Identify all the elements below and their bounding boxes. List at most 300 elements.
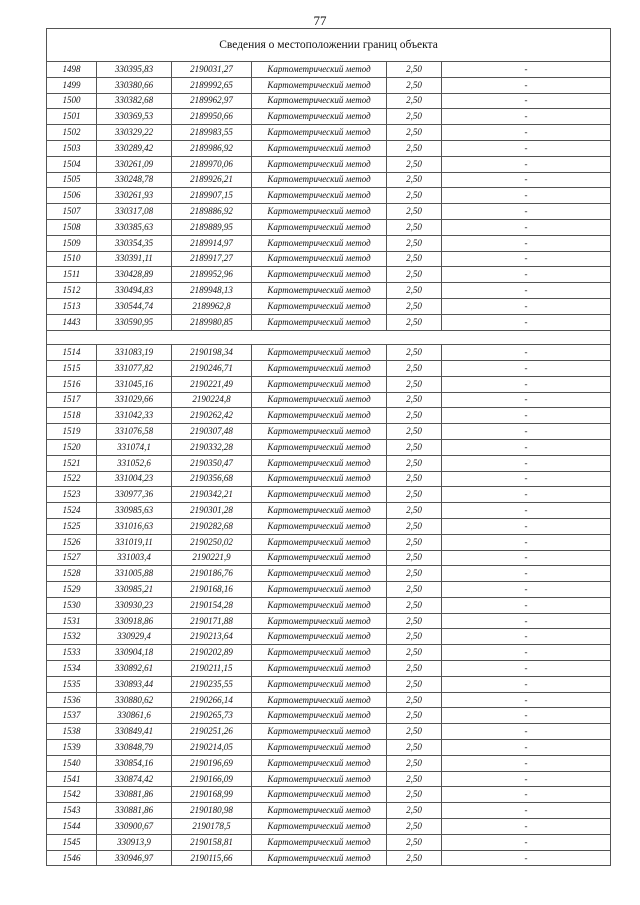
method-cell: Картометрический метод (252, 408, 387, 424)
point-number: 1545 (47, 834, 97, 850)
x-coordinate: 331074,1 (97, 439, 172, 455)
point-number: 1543 (47, 803, 97, 819)
y-coordinate: 2190301,28 (172, 503, 252, 519)
method-cell: Картометрический метод (252, 455, 387, 471)
accuracy-cell: 2,50 (387, 503, 442, 519)
description-cell: - (442, 156, 611, 172)
method-cell: Картометрический метод (252, 613, 387, 629)
method-cell: Картометрический метод (252, 219, 387, 235)
x-coordinate: 330248,78 (97, 172, 172, 188)
y-coordinate: 2189889,95 (172, 219, 252, 235)
point-number: 1510 (47, 251, 97, 267)
table-title-row (47, 29, 611, 62)
accuracy-cell: 2,50 (387, 125, 442, 141)
y-coordinate: 2190221,9 (172, 550, 252, 566)
y-coordinate: 2190198,34 (172, 345, 252, 361)
table-row (47, 345, 611, 361)
table-row (47, 188, 611, 204)
table-row (47, 645, 611, 661)
x-coordinate: 331005,88 (97, 566, 172, 582)
accuracy-cell: 2,50 (387, 755, 442, 771)
description-cell: - (442, 803, 611, 819)
point-number: 1518 (47, 408, 97, 424)
method-cell: Картометрический метод (252, 771, 387, 787)
y-coordinate: 2190224,8 (172, 392, 252, 408)
point-number: 1538 (47, 724, 97, 740)
point-number: 1532 (47, 629, 97, 645)
method-cell: Картометрический метод (252, 188, 387, 204)
method-cell: Картометрический метод (252, 755, 387, 771)
x-coordinate: 330329,22 (97, 125, 172, 141)
method-cell: Картометрический метод (252, 204, 387, 220)
method-cell: Картометрический метод (252, 392, 387, 408)
y-coordinate: 2190246,71 (172, 360, 252, 376)
point-number: 1529 (47, 582, 97, 598)
description-cell: - (442, 314, 611, 330)
table-row (47, 140, 611, 156)
y-coordinate: 2190266,14 (172, 692, 252, 708)
method-cell: Картометрический метод (252, 345, 387, 361)
method-cell: Картометрический метод (252, 93, 387, 109)
table-row (47, 439, 611, 455)
method-cell: Картометрический метод (252, 424, 387, 440)
y-coordinate: 2189962,8 (172, 298, 252, 314)
point-number: 1504 (47, 156, 97, 172)
description-cell: - (442, 661, 611, 677)
point-number: 1539 (47, 740, 97, 756)
x-coordinate: 330544,74 (97, 298, 172, 314)
description-cell: - (442, 597, 611, 613)
table-row (47, 455, 611, 471)
y-coordinate: 2190356,68 (172, 471, 252, 487)
x-coordinate: 331019,11 (97, 534, 172, 550)
x-coordinate: 331004,23 (97, 471, 172, 487)
description-cell: - (442, 834, 611, 850)
method-cell: Картометрический метод (252, 251, 387, 267)
table-row (47, 156, 611, 172)
method-cell: Картометрический метод (252, 283, 387, 299)
y-coordinate: 2189983,55 (172, 125, 252, 141)
x-coordinate: 330977,36 (97, 487, 172, 503)
table-row (47, 803, 611, 819)
group-separator-row (47, 330, 611, 345)
description-cell: - (442, 755, 611, 771)
point-number: 1507 (47, 204, 97, 220)
table-row (47, 487, 611, 503)
x-coordinate: 331016,63 (97, 518, 172, 534)
y-coordinate: 2189917,27 (172, 251, 252, 267)
method-cell: Картометрический метод (252, 235, 387, 251)
description-cell: - (442, 455, 611, 471)
method-cell: Картометрический метод (252, 172, 387, 188)
point-number: 1505 (47, 172, 97, 188)
accuracy-cell: 2,50 (387, 298, 442, 314)
description-cell: - (442, 645, 611, 661)
table-row (47, 298, 611, 314)
point-number: 1546 (47, 850, 97, 866)
y-coordinate: 2190196,69 (172, 755, 252, 771)
table-row (47, 755, 611, 771)
x-coordinate: 331077,82 (97, 360, 172, 376)
boundary-coordinates-table (46, 28, 611, 866)
table-row (47, 550, 611, 566)
x-coordinate: 330385,63 (97, 219, 172, 235)
table-row (47, 408, 611, 424)
y-coordinate: 2189980,85 (172, 314, 252, 330)
accuracy-cell: 2,50 (387, 283, 442, 299)
method-cell: Картометрический метод (252, 582, 387, 598)
point-number: 1527 (47, 550, 97, 566)
point-number: 1525 (47, 518, 97, 534)
table-row (47, 534, 611, 550)
point-number: 1528 (47, 566, 97, 582)
y-coordinate: 2190211,15 (172, 661, 252, 677)
point-number: 1517 (47, 392, 97, 408)
method-cell: Картометрический метод (252, 566, 387, 582)
y-coordinate: 2190350,47 (172, 455, 252, 471)
accuracy-cell: 2,50 (387, 692, 442, 708)
table-row (47, 692, 611, 708)
x-coordinate: 331042,33 (97, 408, 172, 424)
y-coordinate: 2190186,76 (172, 566, 252, 582)
y-coordinate: 2190235,55 (172, 676, 252, 692)
description-cell: - (442, 283, 611, 299)
method-cell: Картометрический метод (252, 77, 387, 93)
method-cell: Картометрический метод (252, 850, 387, 866)
description-cell: - (442, 439, 611, 455)
description-cell: - (442, 408, 611, 424)
accuracy-cell: 2,50 (387, 62, 442, 78)
y-coordinate: 2189952,96 (172, 267, 252, 283)
accuracy-cell: 2,50 (387, 661, 442, 677)
accuracy-cell: 2,50 (387, 93, 442, 109)
accuracy-cell: 2,50 (387, 172, 442, 188)
accuracy-cell: 2,50 (387, 471, 442, 487)
table-title: Сведения о местоположении границ объекта (47, 29, 611, 62)
point-number: 1512 (47, 283, 97, 299)
description-cell: - (442, 109, 611, 125)
x-coordinate: 331052,6 (97, 455, 172, 471)
accuracy-cell: 2,50 (387, 77, 442, 93)
x-coordinate: 330854,16 (97, 755, 172, 771)
table-row (47, 518, 611, 534)
accuracy-cell: 2,50 (387, 455, 442, 471)
x-coordinate: 330369,53 (97, 109, 172, 125)
method-cell: Картометрический метод (252, 676, 387, 692)
method-cell: Картометрический метод (252, 645, 387, 661)
x-coordinate: 330380,66 (97, 77, 172, 93)
accuracy-cell: 2,50 (387, 850, 442, 866)
table-row (47, 172, 611, 188)
y-coordinate: 2190115,66 (172, 850, 252, 866)
y-coordinate: 2190158,81 (172, 834, 252, 850)
accuracy-cell: 2,50 (387, 566, 442, 582)
method-cell: Картометрический метод (252, 629, 387, 645)
table-row (47, 471, 611, 487)
accuracy-cell: 2,50 (387, 219, 442, 235)
table-row (47, 376, 611, 392)
table-row (47, 62, 611, 78)
point-number: 1533 (47, 645, 97, 661)
y-coordinate: 2189986,92 (172, 140, 252, 156)
accuracy-cell: 2,50 (387, 550, 442, 566)
accuracy-cell: 2,50 (387, 834, 442, 850)
description-cell: - (442, 392, 611, 408)
y-coordinate: 2190251,26 (172, 724, 252, 740)
x-coordinate: 330880,62 (97, 692, 172, 708)
x-coordinate: 330428,89 (97, 267, 172, 283)
y-coordinate: 2189992,65 (172, 77, 252, 93)
description-cell: - (442, 582, 611, 598)
method-cell: Картометрический метод (252, 487, 387, 503)
description-cell: - (442, 93, 611, 109)
point-number: 1531 (47, 613, 97, 629)
method-cell: Картометрический метод (252, 661, 387, 677)
point-number: 1443 (47, 314, 97, 330)
x-coordinate: 331029,66 (97, 392, 172, 408)
x-coordinate: 330849,41 (97, 724, 172, 740)
y-coordinate: 2189926,21 (172, 172, 252, 188)
x-coordinate: 330354,35 (97, 235, 172, 251)
table-row (47, 392, 611, 408)
x-coordinate: 330881,86 (97, 787, 172, 803)
point-number: 1521 (47, 455, 97, 471)
x-coordinate: 330918,86 (97, 613, 172, 629)
x-coordinate: 330985,63 (97, 503, 172, 519)
method-cell: Картометрический метод (252, 62, 387, 78)
point-number: 1542 (47, 787, 97, 803)
x-coordinate: 331003,4 (97, 550, 172, 566)
point-number: 1541 (47, 771, 97, 787)
method-cell: Картометрический метод (252, 360, 387, 376)
accuracy-cell: 2,50 (387, 534, 442, 550)
x-coordinate: 330289,42 (97, 140, 172, 156)
accuracy-cell: 2,50 (387, 582, 442, 598)
x-coordinate: 330494,83 (97, 283, 172, 299)
point-number: 1537 (47, 708, 97, 724)
description-cell: - (442, 251, 611, 267)
description-cell: - (442, 771, 611, 787)
y-coordinate: 2190154,28 (172, 597, 252, 613)
table-row (47, 235, 611, 251)
point-number: 1515 (47, 360, 97, 376)
table-row (47, 724, 611, 740)
method-cell: Картометрический метод (252, 156, 387, 172)
y-coordinate: 2190168,16 (172, 582, 252, 598)
description-cell: - (442, 267, 611, 283)
accuracy-cell: 2,50 (387, 204, 442, 220)
accuracy-cell: 2,50 (387, 740, 442, 756)
description-cell: - (442, 787, 611, 803)
method-cell: Картометрический метод (252, 267, 387, 283)
description-cell: - (442, 740, 611, 756)
accuracy-cell: 2,50 (387, 392, 442, 408)
point-number: 1540 (47, 755, 97, 771)
table-row (47, 850, 611, 866)
table-row (47, 125, 611, 141)
description-cell: - (442, 534, 611, 550)
description-cell: - (442, 518, 611, 534)
point-number: 1519 (47, 424, 97, 440)
accuracy-cell: 2,50 (387, 267, 442, 283)
x-coordinate: 330861,6 (97, 708, 172, 724)
accuracy-cell: 2,50 (387, 140, 442, 156)
table-row (47, 109, 611, 125)
description-cell: - (442, 424, 611, 440)
x-coordinate: 331045,16 (97, 376, 172, 392)
y-coordinate: 2190178,5 (172, 819, 252, 835)
method-cell: Картометрический метод (252, 724, 387, 740)
description-cell: - (442, 219, 611, 235)
x-coordinate: 330946,97 (97, 850, 172, 866)
method-cell: Картометрический метод (252, 439, 387, 455)
description-cell: - (442, 360, 611, 376)
y-coordinate: 2189948,13 (172, 283, 252, 299)
description-cell: - (442, 692, 611, 708)
description-cell: - (442, 77, 611, 93)
y-coordinate: 2190250,02 (172, 534, 252, 550)
y-coordinate: 2190202,89 (172, 645, 252, 661)
method-cell: Картометрический метод (252, 125, 387, 141)
x-coordinate: 330893,44 (97, 676, 172, 692)
y-coordinate: 2189914,97 (172, 235, 252, 251)
accuracy-cell: 2,50 (387, 787, 442, 803)
x-coordinate: 331083,19 (97, 345, 172, 361)
method-cell: Картометрический метод (252, 692, 387, 708)
y-coordinate: 2190214,05 (172, 740, 252, 756)
method-cell: Картометрический метод (252, 819, 387, 835)
page-number: 77 (313, 13, 327, 28)
description-cell: - (442, 345, 611, 361)
table-row (47, 661, 611, 677)
table-row (47, 360, 611, 376)
group-separator (47, 330, 611, 345)
table-row (47, 283, 611, 299)
y-coordinate: 2190168,99 (172, 787, 252, 803)
description-cell: - (442, 724, 611, 740)
table-row (47, 597, 611, 613)
description-cell: - (442, 708, 611, 724)
x-coordinate: 330985,21 (97, 582, 172, 598)
y-coordinate: 2189970,06 (172, 156, 252, 172)
description-cell: - (442, 471, 611, 487)
description-cell: - (442, 235, 611, 251)
accuracy-cell: 2,50 (387, 235, 442, 251)
table-row (47, 93, 611, 109)
x-coordinate: 330382,68 (97, 93, 172, 109)
point-number: 1523 (47, 487, 97, 503)
x-coordinate: 330874,42 (97, 771, 172, 787)
accuracy-cell: 2,50 (387, 676, 442, 692)
point-number: 1534 (47, 661, 97, 677)
point-number: 1522 (47, 471, 97, 487)
method-cell: Картометрический метод (252, 109, 387, 125)
table-row (47, 787, 611, 803)
accuracy-cell: 2,50 (387, 314, 442, 330)
x-coordinate: 330261,09 (97, 156, 172, 172)
accuracy-cell: 2,50 (387, 771, 442, 787)
x-coordinate: 330590,95 (97, 314, 172, 330)
x-coordinate: 330261,93 (97, 188, 172, 204)
table-row (47, 219, 611, 235)
point-number: 1499 (47, 77, 97, 93)
y-coordinate: 2189950,66 (172, 109, 252, 125)
accuracy-cell: 2,50 (387, 188, 442, 204)
x-coordinate: 330391,11 (97, 251, 172, 267)
table-row (47, 613, 611, 629)
method-cell: Картометрический метод (252, 708, 387, 724)
x-coordinate: 330395,83 (97, 62, 172, 78)
y-coordinate: 2190265,73 (172, 708, 252, 724)
description-cell: - (442, 376, 611, 392)
point-number: 1535 (47, 676, 97, 692)
y-coordinate: 2190342,21 (172, 487, 252, 503)
description-cell: - (442, 204, 611, 220)
table-row (47, 740, 611, 756)
table-row (47, 314, 611, 330)
accuracy-cell: 2,50 (387, 408, 442, 424)
point-number: 1520 (47, 439, 97, 455)
accuracy-cell: 2,50 (387, 613, 442, 629)
y-coordinate: 2190180,98 (172, 803, 252, 819)
accuracy-cell: 2,50 (387, 708, 442, 724)
table-row (47, 503, 611, 519)
description-cell: - (442, 487, 611, 503)
method-cell: Картометрический метод (252, 550, 387, 566)
description-cell: - (442, 676, 611, 692)
x-coordinate: 330913,9 (97, 834, 172, 850)
point-number: 1536 (47, 692, 97, 708)
y-coordinate: 2190307,48 (172, 424, 252, 440)
point-number: 1506 (47, 188, 97, 204)
accuracy-cell: 2,50 (387, 487, 442, 503)
accuracy-cell: 2,50 (387, 597, 442, 613)
accuracy-cell: 2,50 (387, 376, 442, 392)
y-coordinate: 2190221,49 (172, 376, 252, 392)
method-cell: Картометрический метод (252, 803, 387, 819)
description-cell: - (442, 125, 611, 141)
point-number: 1526 (47, 534, 97, 550)
x-coordinate: 330904,18 (97, 645, 172, 661)
method-cell: Картометрический метод (252, 518, 387, 534)
x-coordinate: 330881,86 (97, 803, 172, 819)
accuracy-cell: 2,50 (387, 251, 442, 267)
description-cell: - (442, 62, 611, 78)
table-row (47, 582, 611, 598)
table-row (47, 834, 611, 850)
table-row (47, 676, 611, 692)
method-cell: Картометрический метод (252, 740, 387, 756)
point-number: 1544 (47, 819, 97, 835)
point-number: 1503 (47, 140, 97, 156)
method-cell: Картометрический метод (252, 140, 387, 156)
x-coordinate: 330930,23 (97, 597, 172, 613)
method-cell: Картометрический метод (252, 597, 387, 613)
description-cell: - (442, 503, 611, 519)
x-coordinate: 330900,67 (97, 819, 172, 835)
y-coordinate: 2190166,09 (172, 771, 252, 787)
table-row (47, 424, 611, 440)
accuracy-cell: 2,50 (387, 819, 442, 835)
table-row (47, 629, 611, 645)
point-number: 1508 (47, 219, 97, 235)
y-coordinate: 2190282,68 (172, 518, 252, 534)
method-cell: Картометрический метод (252, 534, 387, 550)
accuracy-cell: 2,50 (387, 645, 442, 661)
x-coordinate: 330929,4 (97, 629, 172, 645)
point-number: 1530 (47, 597, 97, 613)
y-coordinate: 2189962,97 (172, 93, 252, 109)
